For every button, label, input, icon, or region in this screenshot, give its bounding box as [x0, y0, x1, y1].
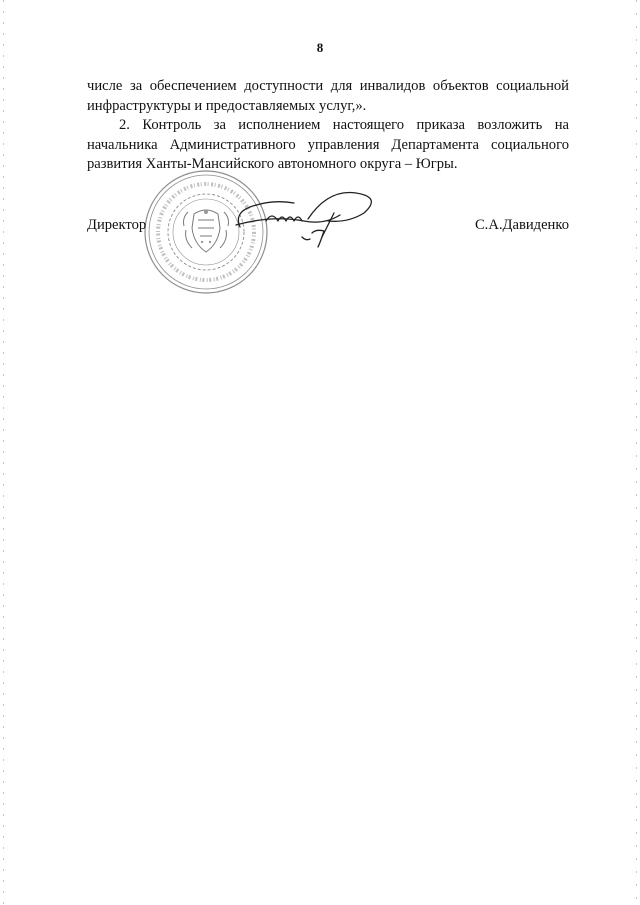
signatory-name: С.А.Давиденко [474, 217, 569, 233]
paragraph-continuation: числе за обеспечением доступности для инвалидов объектов социальной инфраструктуры и предоставляемых услуг,». [87, 78, 569, 114]
signature-block [87, 217, 569, 239]
page-number: 8 [316, 40, 324, 55]
document-body [87, 77, 569, 175]
signatory-title: Директор [87, 217, 147, 233]
scan-edge-right [635, 0, 638, 905]
paragraph-item-2: 2. Контроль за исполнением настоящего приказа возложить на начальника Административного управления Департамента социального развития Ханты-Мансийского автономного округа – Югры. [87, 117, 569, 172]
scan-edge-left [2, 0, 5, 905]
